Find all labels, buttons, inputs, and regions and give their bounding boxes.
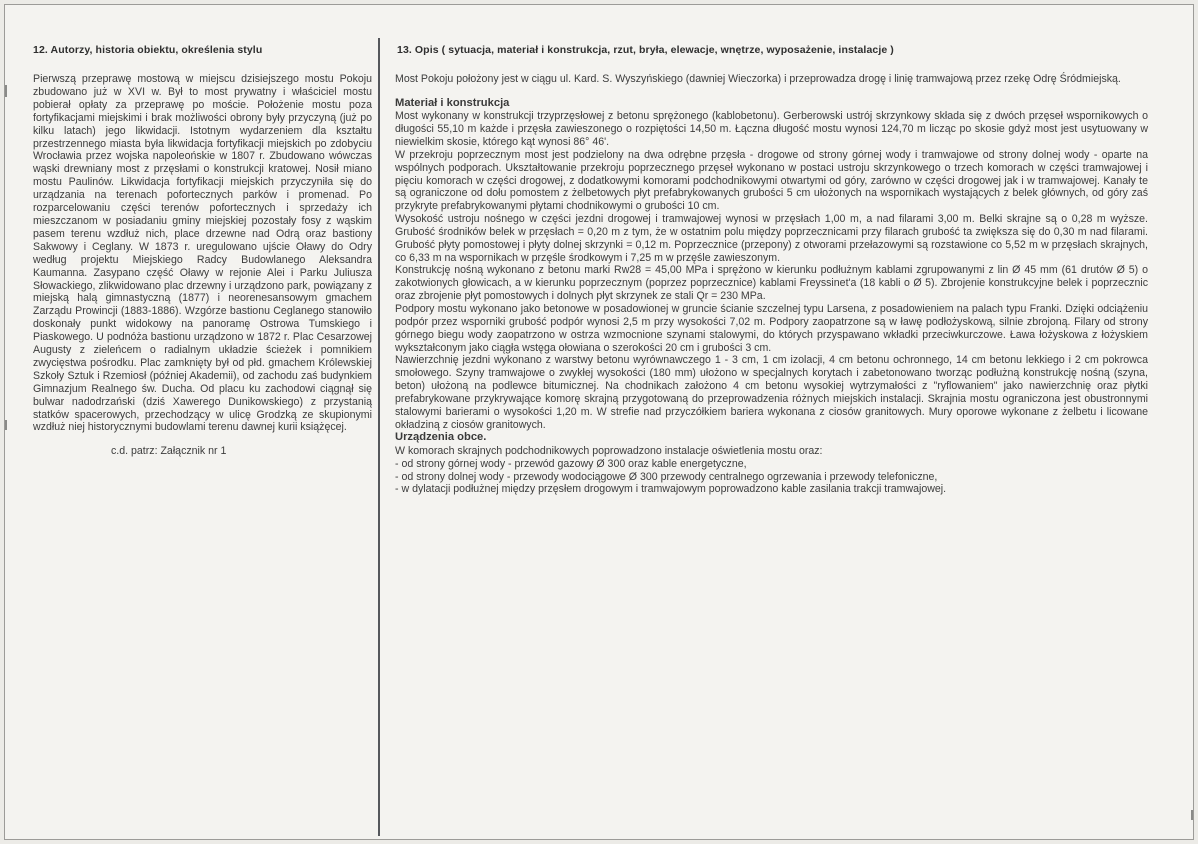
description-heading: 13. Opis ( sytuacja, materiał i konstrukcja, rzut, bryła, elewacje, wnętrze, wyposażenie, instalacje ) xyxy=(397,44,894,56)
material-paragraph: Most wykonany w konstrukcji trzyprzęsłowej z betonu sprężonego (kablobetonu). Gerberowski ustrój skrzynkowy składa się z dwóch przęseł wspornikowych o długości 55,10 m każde i przęsła zawieszonego o rozpiętości 14,50 m. Łączna długość mostu wynosi 124,70 m licząc po skosie gdyż most jest usytuowany w niewielkim skosie, którego kąt wynosi 86° 46'. xyxy=(395,110,1148,149)
scan-artifact xyxy=(5,85,7,97)
location-text: Most Pokoju położony jest w ciągu ul. Kard. S. Wyszyńskiego (dawniej Wieczorka) i przeprowadza drogę i linię tramwajową przez rzekę Odrę Śródmiejską. xyxy=(395,73,1121,85)
continuation-note: c.d. patrz: Załącznik nr 1 xyxy=(111,445,227,458)
equipment-intro: W komorach skrajnych podchodnikowych poprowadzono instalacje oświetlenia mostu oraz: xyxy=(395,444,823,457)
material-heading: Materiał i konstrukcja xyxy=(395,96,510,109)
column-divider xyxy=(378,38,380,836)
history-text: Pierwszą przeprawę mostową w miejscu dzisiejszego mostu Pokoju zbudowano już w XVI w. Był to most prywatny i właściciel mostu pobierał opłaty za przeprawę po moście. Położenie mostu poza fortyfikacjami miejskimi i brak możliwości obrony były przyczyną (już po kilku latach) jego likwidacji. Istotnym wydarzeniem dla kształtu przestrzennego miasta była likwidacja fortyfikacji miejskich po zdobyciu Wrocławia przez wojska napoleońskie w 1807 r. Zbudowano wówczas wąski drewniany most z przęsłami o konstrukcji kratowej. Nosił miano mostu Paulinów. Likwidacja fortyfikacji miejskich przyczyniła się do urządzania na terenach pofortecznych parków i promenad. Po rozparcelowaniu części terenów pofortecznych i sprzedaży ich mieszczanom w posiadaniu gminy miejskiej pozostały fosy z wąskim pasem terenu wzdłuż nich, place drzewne nad Odrą oraz bastiony Sakwowy i Ceglany. W 1873 r. uregulowano ujście Oławy do Odry według projektu Miejskiego Radcy Budowlanego Aleksandra Kaumanna. Zasypano część Oławy w rejonie Alei i Parku Juliusza Słowackiego, zlikwidowano plac drzewny i urządzono park, powiązany z miejską halą gimnastyczną (1877) i neorenesansowym gmachem Zarządu Prowincji (1883-1886). Wzgórze bastionu Ceglanego stanowiło doskonały punkt widokowy na panoramę Ostrowa Tumskiego i Piaskowego. U podnóża bastionu urządzono w 1872 r. Plac Cesarzowej Augusty z zieleńcem o radialnym układzie ścieżek i pomnikiem zwycięstwa pośrodku. Plac zamknięty był od płd. gmachem Królewskiej Szkoły Sztuk i Rzemiosł (później Akademii), od zachodu zaś budynkiem Gimnazjum Realnego św. Ducha. Od placu ku zachodowi ciągnął się bulwar nadodrzański (dziś Xawerego Dunikowskiego) z przystanią statków spacerowych, przechodzący w ulicę Grodzką ze skupionymi wzdłuż niej historycznymi budowlami terenu dawnej kurii książęcej. xyxy=(33,73,372,434)
material-paragraph: Nawierzchnię jezdni wykonano z warstwy betonu wyrównawczego 1 - 3 cm, 1 cm izolacji, 4 cm betonu ochronnego, 14 cm betonu lekkiego i 2 cm pokrowca smołowego. Szyny tramwajowe o zwykłej wysokości (180 mm) ułożono w specjalnych korytach i zabetonowano tworząc podłużną konstrukcję nośną (szyna, beton) ułożoną na podlewce bitumicznej. Na chodnikach założono 4 cm betonu wysokiej wytrzymałości z "ryflowaniem" jako nawierzchnię oraz płytki prefabrykowane przykrywające komorę skrajną przygotowaną do przeprowadzenia różnych miejskich instalacji. Skrajnia mostu ograniczona jest obustronnymi stalowymi barierami o wysokości 1,20 m. W strefie nad przyczółkiem bariera wykonana z ciosów granitowych. Mury oporowe wykonane z żelbetu i licowane okładziną z ciosów granitowych. xyxy=(395,354,1148,431)
description-column xyxy=(395,44,1148,496)
equipment-item: - w dylatacji podłużnej między przęsłem drogowym i tramwajowym poprowadzono kable zasilania trakcji tramwajowej. xyxy=(395,483,947,496)
equipment-item: - od strony dolnej wody - przewody wodociągowe Ø 300 przewody centralnego ogrzewania i przewody telefoniczne, xyxy=(395,470,938,483)
material-paragraph: Wysokość ustroju nośnego w części jezdni drogowej i tramwajowej wynosi w przęsłach 1,00 m, a nad filarami 3,00 m. Belki skrajne są o 0,28 m wyższe. Grubość środników belek w przęsłach = 0,20 m z tym, że w ostatnim polu między poprzecznicami przy filarach grubość ta zwiększa się do 0,30 m nad filarami. Grubość płyty pomostowej i płyty dolnej skrzynki = 0,12 m. Poprzecznice (przepony) z otworami przełazowymi są rozstawione co 5,52 m w przęsłach skrajnych, co 6,33 m na wspornikach w przęśle środkowym i 7,25 m w przęśle zawieszonym. xyxy=(395,213,1148,264)
material-paragraph: Konstrukcję nośną wykonano z betonu marki Rw28 = 45,00 MPa i sprężono w kierunku podłużnym kablami zgrupowanymi z lin Ø 45 mm (61 drutów Ø 5) o zakotwionych głowicach, a w kierunku poprzecznym (poprzez poprzecznice) kablami Freyssinet'a (18 kabli o Ø 5). Zbrojenie konstrukcyjne belek i poprzecznic oraz zbrojenie płyt pomostowych i dolnych płyt skrzynek ze stali Qr = 230 MPa. xyxy=(395,264,1148,303)
history-heading: 12. Autorzy, historia obiektu, określenia stylu xyxy=(33,44,263,56)
material-paragraph: W przekroju poprzecznym most jest podzielony na dwa odrębne przęsła - drogowe od strony górnej wody i tramwajowe od strony dolnej wody - oparte na wspólnych podporach. Ukształtowanie przekroju poprzecznego przęseł wykonano w postaci ustroju skrzynkowego o trzech komorach w części tramwajowej i pięciu komorach w części drogowej, z dodatkowymi komorami podchodnikowymi otwartymi od góry, zarówno w części drogowej jak i w tramwajowej. Kanały te są ograniczone od dołu pomostem z żelbetowych płyt prefabrykowanych grubości 5 cm ułożonych na wspornikach wystających z belek głównych, od góry zaś przykryte prefabrykowanymi płytami chodnikowymi o grubości 10 cm. xyxy=(395,148,1148,213)
scan-artifact xyxy=(5,420,7,430)
material-paragraph: Podpory mostu wykonano jako betonowe w posadowionej w gruncie ścianie szczelnej typu Larsena, z posadowieniem na palach typu Franki. Dzięki odciążeniu podpór przez wsporniki grubość podpór wynosi 2,5 m przy wysokości 7,02 m. Podpory zaopatrzone są w ławę podłożyskową, silnie zbrojoną. Filary od strony górnego biegu wody zaopatrzono w ostrza wzmocnione szynami stalowymi, do których przyspawano wkładki przeciwkurczowe. Ława łożyskowa z łożyskiem wykształconym jako ciągła wstęga ołowiana o szerokości 20 cm i grubości 3 cm. xyxy=(395,303,1148,354)
equipment-item: - od strony górnej wody - przewód gazowy Ø 300 oraz kable energetyczne, xyxy=(395,457,747,470)
equipment-heading: Urządzenia obce. xyxy=(395,431,487,444)
history-column xyxy=(31,44,372,457)
scan-artifact xyxy=(1191,810,1193,820)
